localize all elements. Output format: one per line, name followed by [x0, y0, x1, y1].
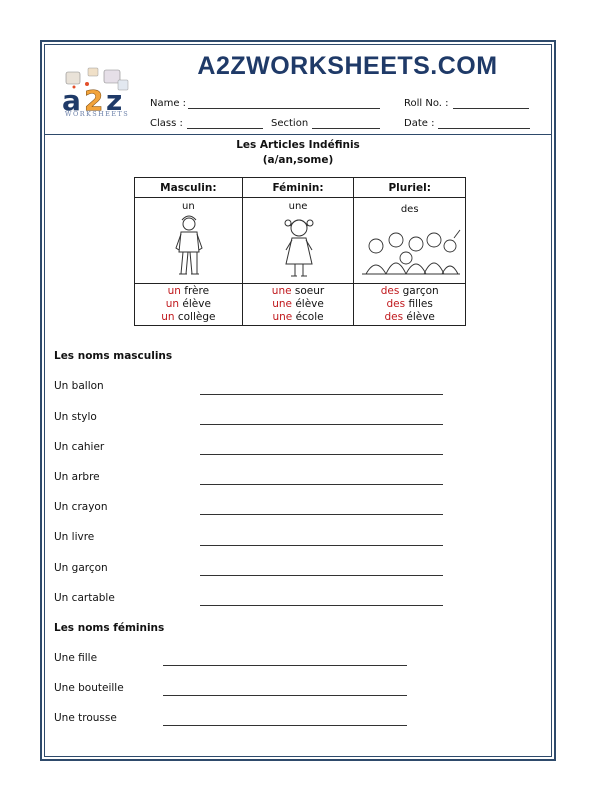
exercise-label: Une fille — [54, 652, 98, 664]
exercise-label: Un cahier — [54, 441, 105, 453]
pluriel-image-label: des — [400, 204, 419, 215]
class-label: Class : — [150, 118, 183, 129]
section-line[interactable] — [312, 119, 380, 129]
svg-text:z: z — [106, 84, 123, 117]
masculine-heading: Les noms masculins — [54, 350, 173, 362]
exercise-label: Un arbre — [54, 471, 100, 483]
worksheet-title-main: Les Articles Indéfinis — [236, 139, 360, 151]
exercise-label: Une bouteille — [54, 682, 124, 694]
name-label: Name : — [150, 98, 187, 109]
class-field[interactable] — [150, 118, 263, 129]
roll-field[interactable] — [404, 98, 529, 109]
list-item: des élève — [384, 311, 435, 323]
articles-table — [134, 177, 466, 326]
section-field[interactable] — [271, 118, 380, 129]
feminine-heading: Les noms féminins — [54, 622, 165, 634]
col-header-pluriel: Pluriel: — [354, 178, 466, 198]
logo-subtext: WORKSHEETS — [64, 110, 130, 118]
exercise-label: Un livre — [54, 531, 95, 543]
roll-line[interactable] — [453, 99, 529, 109]
answer-line[interactable] — [200, 484, 443, 485]
masculin-image-label: un — [182, 201, 195, 212]
header-divider — [45, 134, 551, 135]
name-line[interactable] — [188, 99, 380, 109]
roll-label: Roll No. : — [404, 98, 449, 109]
feminin-image-label: une — [288, 201, 308, 212]
exercise-label: Un ballon — [54, 380, 104, 392]
list-item: des garçon — [380, 285, 439, 297]
answer-line[interactable] — [163, 665, 407, 666]
answer-line[interactable] — [200, 575, 443, 576]
answer-line[interactable] — [200, 394, 443, 395]
site-title: A2ZWORKSHEETS.COM — [197, 52, 498, 80]
answer-line[interactable] — [200, 514, 443, 515]
list-item: une école — [272, 311, 324, 323]
masculin-words-cell — [135, 284, 243, 326]
answer-line[interactable] — [163, 695, 407, 696]
svg-text:2: 2 — [84, 84, 104, 117]
feminin-words-cell — [242, 284, 354, 326]
worksheet-title — [45, 138, 551, 168]
exercise-label: Un crayon — [54, 501, 108, 513]
section-label: Section — [271, 118, 309, 129]
masculin-image-cell — [135, 198, 243, 284]
pluriel-words-cell — [354, 284, 466, 326]
list-item: une soeur — [271, 285, 325, 297]
worksheet-subtitle: (a/an,some) — [262, 154, 334, 166]
list-item: un frère — [167, 285, 210, 297]
list-item: un collège — [161, 311, 216, 323]
answer-line[interactable] — [200, 545, 443, 546]
exercise-label: Un garçon — [54, 562, 108, 574]
answer-line[interactable] — [200, 454, 443, 455]
date-label: Date : — [404, 118, 435, 129]
col-header-feminin: Féminin: — [242, 178, 354, 198]
exercise-label: Un stylo — [54, 411, 97, 423]
pluriel-image-cell — [354, 198, 466, 284]
answer-line[interactable] — [200, 605, 443, 606]
date-line[interactable] — [438, 119, 530, 129]
list-item: un élève — [165, 298, 211, 310]
answer-line[interactable] — [163, 725, 407, 726]
name-field[interactable] — [150, 98, 380, 109]
svg-text:a: a — [62, 84, 81, 117]
col-header-masculin: Masculin: — [135, 178, 243, 198]
exercise-label: Un cartable — [54, 592, 115, 604]
list-item: des filles — [386, 298, 433, 310]
girl-icon — [243, 198, 355, 284]
exercise-label: Une trousse — [54, 712, 117, 724]
children-group-icon — [354, 198, 466, 284]
list-item: une élève — [272, 298, 324, 310]
answer-line[interactable] — [200, 424, 443, 425]
feminin-image-cell — [242, 198, 354, 284]
date-field[interactable] — [404, 118, 530, 129]
class-line[interactable] — [187, 119, 263, 129]
boy-icon — [135, 198, 243, 284]
